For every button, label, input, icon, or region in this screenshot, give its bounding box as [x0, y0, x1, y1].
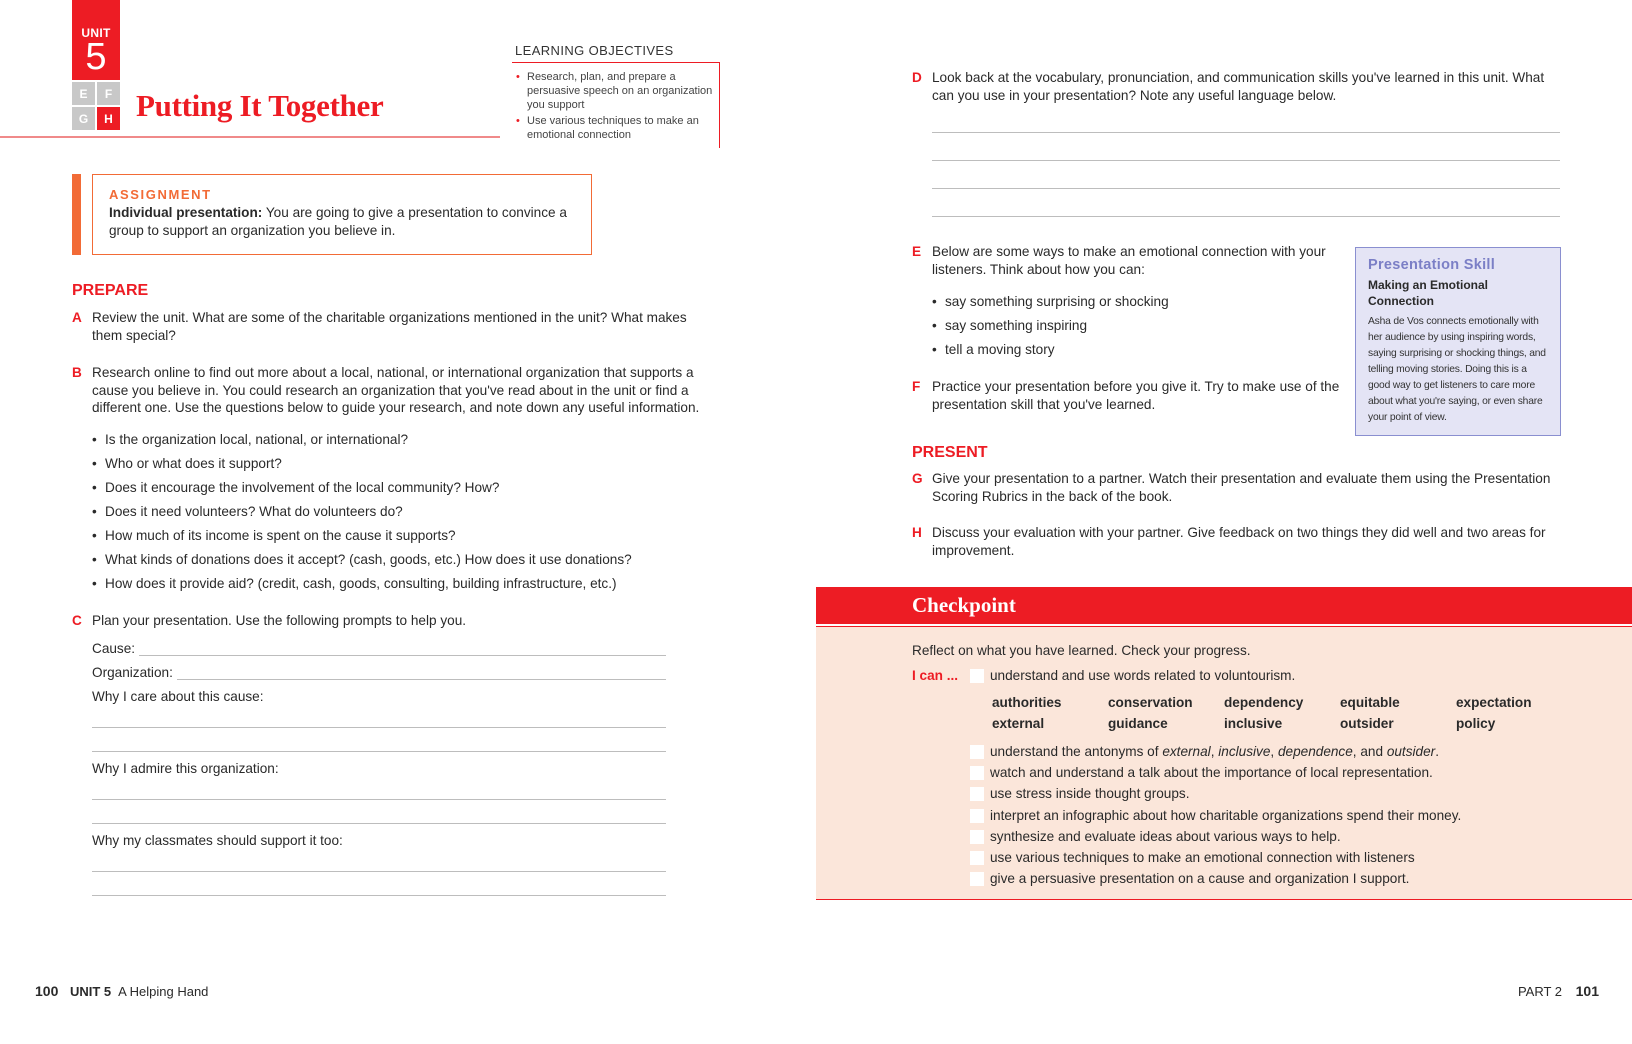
vocab-word: policy: [1456, 716, 1496, 731]
progress-checkbox[interactable]: [970, 809, 984, 823]
objective-item: • Research, plan, and prepare a persuasive speech on an organization you support: [527, 70, 713, 112]
item-text: ,: [1210, 744, 1219, 759]
prepare-heading: PREPARE: [72, 282, 149, 299]
list-item: • Does it encourage the involvement of the local community? How?: [92, 479, 712, 503]
unit-number: 5: [85, 36, 107, 78]
vocab-word: inclusive: [1224, 716, 1283, 731]
why-care-input-line[interactable]: [92, 751, 666, 752]
lesson-g: G: [72, 107, 95, 130]
list-item: • How does it provide aid? (credit, cash, goods, consulting, building infrastructure, etc.): [92, 575, 712, 599]
question-text: Give your presentation to a partner. Watch their presentation and evaluate them using the Presentation Scoring Rubrics in the back of the book.: [932, 471, 1551, 504]
question-e: [912, 243, 1337, 278]
list-item: • say something inspiring: [932, 317, 1332, 341]
progress-checkbox[interactable]: [970, 766, 984, 780]
title-divider: [0, 136, 500, 138]
vocab-word: external: [992, 716, 1045, 731]
list-item: • Who or what does it support?: [92, 455, 712, 479]
lesson-h-active: H: [97, 107, 120, 130]
item-word: outsider: [1386, 744, 1436, 759]
checkpoint-title: Checkpoint: [912, 593, 1016, 617]
vocab-word: dependency: [1224, 695, 1304, 710]
right-page-footer: [1518, 983, 1599, 999]
objective-item: • Use various techniques to make an emotional connection: [527, 114, 713, 142]
cause-label: Cause:: [92, 641, 139, 656]
assignment-accent-bar: [72, 174, 81, 255]
progress-checkbox[interactable]: [970, 787, 984, 801]
why-care-input-line[interactable]: [92, 727, 666, 728]
notes-input-line[interactable]: [932, 132, 1560, 133]
question-letter: A: [72, 310, 82, 325]
item-word: inclusive: [1218, 744, 1271, 759]
checkpoint-item: use stress inside thought groups.: [990, 786, 1190, 801]
question-b: [72, 364, 712, 417]
lesson-f: F: [97, 82, 120, 105]
why-admire-input-line[interactable]: [92, 823, 666, 824]
question-text: Research online to find out more about a local, national, or international organization that supports a cause you believe in. You could research an organization that you've read about in the unit or find a different one. Use the questions below to guide your research, and note down any useful information.: [92, 365, 700, 415]
question-letter: H: [912, 525, 922, 540]
item-word: external: [1162, 744, 1211, 759]
vocab-word: equitable: [1340, 695, 1400, 710]
emotional-techniques-list: [932, 293, 1332, 365]
unit-label: UNIT: [81, 26, 111, 40]
checkpoint-intro: Reflect on what you have learned. Check your progress.: [912, 643, 1251, 658]
item-text: .: [1435, 744, 1439, 759]
question-text: Discuss your evaluation with your partner. Give feedback on two things they did well and two areas for improvement.: [932, 525, 1546, 558]
learning-objectives-box: [512, 62, 720, 148]
item-text: , and: [1352, 744, 1387, 759]
vocab-word: expectation: [1456, 695, 1532, 710]
question-text: Review the unit. What are some of the charitable organizations mentioned in the unit? What makes them special?: [92, 310, 687, 343]
notes-input-line[interactable]: [932, 188, 1560, 189]
why-admire-label: Why I admire this organization:: [92, 761, 283, 776]
presentation-skill-box: [1355, 247, 1561, 436]
checkpoint-item: [990, 744, 1439, 759]
page-title: Putting It Together: [136, 88, 384, 123]
item-word: dependence: [1277, 744, 1353, 759]
why-admire-input-line[interactable]: [92, 799, 666, 800]
question-letter: D: [912, 70, 922, 85]
checkpoint-item: interpret an infographic about how charitable organizations spend their money.: [990, 808, 1462, 823]
checkpoint-item: use various techniques to make an emotional connection with listeners: [990, 850, 1415, 865]
question-d: [912, 69, 1562, 104]
unit-tab: [72, 0, 120, 80]
footer-unit-title: A Helping Hand: [118, 984, 209, 999]
progress-checkbox[interactable]: [970, 851, 984, 865]
assignment-box: [92, 174, 592, 255]
notes-input-line[interactable]: [932, 160, 1560, 161]
list-item: • Is the organization local, national, or international?: [92, 431, 712, 455]
question-text: Below are some ways to make an emotional connection with your listeners. Think about how you can:: [932, 244, 1326, 277]
item-text: ,: [1270, 744, 1278, 759]
vocab-word: conservation: [1108, 695, 1193, 710]
assignment-lead: Individual presentation:: [109, 205, 263, 220]
list-item: • tell a moving story: [932, 341, 1332, 365]
vocab-word: guidance: [1108, 716, 1168, 731]
checkpoint-item: synthesize and evaluate ideas about various ways to help.: [990, 829, 1341, 844]
assignment-body: You are going to give a presentation to convince a group to support an organization you believe in.: [109, 205, 567, 238]
question-letter: C: [72, 613, 82, 628]
lesson-e: E: [72, 82, 95, 105]
why-classmates-input-line[interactable]: [92, 871, 666, 872]
question-text: Look back at the vocabulary, pronunciation, and communication skills you've learned in this unit. What can you use in your presentation? Note any useful language below.: [932, 70, 1545, 103]
question-h: [912, 524, 1562, 559]
item-text: understand the antonyms of: [990, 744, 1163, 759]
list-item: • What kinds of donations does it accept? (cash, goods, etc.) How does it use donations?: [92, 551, 712, 575]
right-page-number: 101: [1575, 983, 1599, 999]
progress-checkbox[interactable]: [970, 830, 984, 844]
why-care-label: Why I care about this cause:: [92, 689, 268, 704]
vocab-word: outsider: [1340, 716, 1394, 731]
organization-input-line[interactable]: [172, 679, 666, 680]
why-classmates-label: Why my classmates should support it too:: [92, 833, 347, 848]
why-classmates-input-line[interactable]: [92, 895, 666, 896]
question-a: [72, 309, 712, 344]
checkpoint-item: watch and understand a talk about the importance of local representation.: [990, 765, 1433, 780]
question-letter: E: [912, 244, 922, 259]
cause-input-line[interactable]: [132, 655, 666, 656]
progress-checkbox[interactable]: [970, 872, 984, 886]
list-item: • say something surprising or shocking: [932, 293, 1332, 317]
question-text: Practice your presentation before you give it. Try to make use of the presentation skill that you've learned.: [932, 379, 1340, 412]
assignment-text: [109, 204, 575, 240]
question-letter: F: [912, 379, 921, 394]
skill-box-title: Presentation Skill: [1368, 257, 1496, 273]
checkpoint-item: understand and use words related to voluntourism.: [990, 668, 1296, 683]
footer-unit: UNIT 5: [69, 984, 112, 999]
question-c: [72, 612, 712, 630]
progress-checkbox[interactable]: [970, 745, 984, 759]
question-text: Plan your presentation. Use the following prompts to help you.: [92, 613, 467, 628]
footer-part: PART 2: [1517, 984, 1563, 999]
question-letter: G: [912, 471, 923, 486]
left-page-footer: [35, 983, 208, 999]
i-can-label: I can ...: [912, 668, 959, 683]
question-f: [912, 378, 1342, 413]
list-item: • How much of its income is spent on the cause it supports?: [92, 527, 712, 551]
research-questions-list: [92, 431, 712, 599]
left-page-number: 100: [35, 983, 59, 999]
notes-input-line[interactable]: [932, 216, 1560, 217]
skill-box-subtitle: Making an Emotional Connection: [1368, 278, 1489, 308]
assignment-heading: ASSIGNMENT: [109, 187, 212, 202]
progress-checkbox[interactable]: [970, 669, 984, 683]
organization-label: Organization:: [92, 665, 177, 680]
skill-box-body: Asha de Vos connects emotionally with her audience by using inspiring words, saying surprising or shocking things, and telling moving stories. Doing this is a good way to get listeners to care more about what you're saying, or even share your point of view.: [1368, 316, 1546, 423]
vocab-word: authorities: [992, 695, 1062, 710]
question-g: [912, 470, 1562, 505]
question-letter: B: [72, 365, 82, 380]
list-item: • Does it need volunteers? What do volunteers do?: [92, 503, 712, 527]
lesson-grid: [72, 82, 120, 130]
present-heading: PRESENT: [912, 444, 988, 461]
learning-objectives-title: LEARNING OBJECTIVES: [515, 43, 674, 58]
checkpoint-item: give a persuasive presentation on a cause and organization I support.: [990, 871, 1410, 886]
